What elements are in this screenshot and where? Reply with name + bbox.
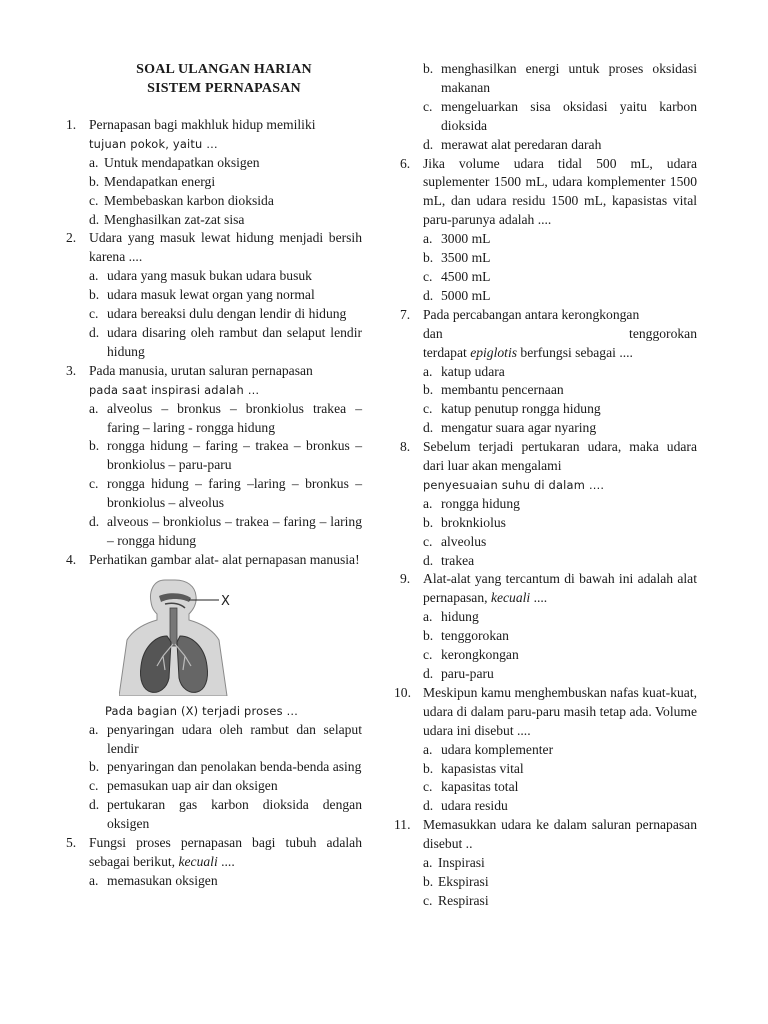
option-letter: c. xyxy=(423,98,433,114)
question-stem xyxy=(89,362,362,400)
question-stem: Meskipun kamu menghembuskan nafas kuat-kuat, udara di dalam paru-paru masih tetap ada. Volume udara ini disebut .... xyxy=(423,684,697,738)
question-8 xyxy=(400,438,697,570)
respiratory-illustration xyxy=(119,578,259,696)
option-text: 3500 mL xyxy=(441,250,491,266)
option-letter: b. xyxy=(423,382,434,398)
option-letter: c. xyxy=(423,779,433,795)
option-b[interactable] xyxy=(423,627,697,646)
option-text: katup udara xyxy=(441,363,505,379)
question-number: 5. xyxy=(66,835,77,851)
option-a[interactable] xyxy=(423,854,697,873)
stem-text: Fungsi proses pernapasan bagi tubuh adalah sebagai berikut, xyxy=(89,835,362,869)
option-c[interactable] xyxy=(423,892,697,911)
question-stem: Memasukkan udara ke dalam saluran pernapasan disebut .. xyxy=(423,817,697,852)
option-letter: b. xyxy=(423,250,434,266)
option-c[interactable] xyxy=(423,400,697,419)
option-text: membantu pencernaan xyxy=(441,382,564,398)
option-text: trakea xyxy=(441,552,475,568)
option-text: Untuk mendapatkan oksigen xyxy=(104,154,260,170)
option-b[interactable] xyxy=(89,286,362,305)
option-text: merawat alat peredaran darah xyxy=(441,136,602,152)
question-stem xyxy=(89,834,362,872)
option-letter: d. xyxy=(89,211,100,227)
option-letter: c. xyxy=(423,647,433,663)
question-number: 10. xyxy=(394,684,411,700)
option-a[interactable] xyxy=(89,872,362,891)
option-d[interactable] xyxy=(423,552,697,571)
question-4 xyxy=(66,551,362,834)
option-letter: d. xyxy=(423,798,434,814)
question-10 xyxy=(394,684,697,816)
option-a[interactable] xyxy=(423,608,697,627)
option-d[interactable] xyxy=(89,211,362,230)
option-letter: a. xyxy=(423,495,433,511)
option-text: memasukan oksigen xyxy=(107,872,218,888)
option-d[interactable] xyxy=(423,136,697,155)
question-number: 4. xyxy=(66,551,77,567)
option-letter: b. xyxy=(89,173,100,189)
option-text: pemasukan uap air dan oksigen xyxy=(107,778,278,794)
option-b[interactable] xyxy=(89,437,362,475)
option-b[interactable] xyxy=(89,173,362,192)
stem-line: Pada percabangan antara kerongkongan xyxy=(423,306,640,322)
question-3 xyxy=(66,362,362,551)
question-2 xyxy=(66,229,362,361)
option-letter: b. xyxy=(89,759,100,775)
option-c[interactable] xyxy=(89,305,362,324)
option-c[interactable] xyxy=(423,268,697,287)
option-d[interactable] xyxy=(423,797,697,816)
option-text: kerongkongan xyxy=(441,647,519,663)
option-c[interactable] xyxy=(89,475,362,513)
option-text: Menghasilkan zat-zat sisa xyxy=(104,211,245,227)
question-number: 7. xyxy=(400,306,411,322)
option-d[interactable] xyxy=(89,796,362,834)
option-letter: a. xyxy=(89,154,99,170)
title-line-1: SOAL ULANGAN HARIAN xyxy=(136,62,312,77)
option-letter: c. xyxy=(89,306,99,322)
option-a[interactable] xyxy=(89,400,362,438)
stem-line: penyesuaian suhu di dalam …. xyxy=(423,477,605,492)
option-letter: a. xyxy=(89,400,99,416)
stem-emphasis: epiglotis xyxy=(470,344,518,360)
stem-text: berfungsi sebagai .... xyxy=(517,344,633,360)
option-letter: b. xyxy=(423,514,434,530)
option-letter: a. xyxy=(89,721,99,737)
option-letter: d. xyxy=(423,666,434,681)
question-number: 8. xyxy=(400,439,411,455)
option-letter: a. xyxy=(423,741,433,757)
option-c[interactable] xyxy=(423,778,697,797)
option-text: rongga hidung xyxy=(441,495,520,511)
option-text: mengatur suara agar nyaring xyxy=(441,420,597,436)
option-text: menghasilkan energi untuk proses oksidasi makanan xyxy=(441,61,697,95)
question-5 xyxy=(66,834,362,891)
option-text: mengeluarkan sisa oksidasi yaitu karbon dioksida xyxy=(441,98,697,133)
stem-emphasis: kecuali xyxy=(178,854,218,869)
title-line-2: SISTEM PERNAPASAN xyxy=(147,81,301,96)
option-letter: a. xyxy=(89,872,99,888)
question-stem: Jika volume udara tidal 500 mL, udara suplementer 1500 mL, udara komplementer 1500 mL, dan udara residu 1500 mL, kapasistas vital paru-parunya adalah .... xyxy=(423,155,697,228)
option-text: pertukaran gas karbon dioksida dengan oksigen xyxy=(107,797,362,832)
option-text: rongga hidung – faring –laring – bronkus – bronkiolus – alveolus xyxy=(107,476,362,511)
option-text: Inspirasi xyxy=(438,855,485,871)
question-stem xyxy=(423,570,697,608)
option-b[interactable] xyxy=(423,381,697,400)
option-letter: d. xyxy=(89,797,100,813)
option-a[interactable] xyxy=(423,741,697,760)
left-column xyxy=(66,60,362,891)
document-title xyxy=(86,60,362,98)
option-letter: a. xyxy=(89,268,99,284)
option-d[interactable] xyxy=(423,419,697,438)
option-text: udara bereaksi dulu dengan lendir di hidung xyxy=(107,306,347,322)
question-stem xyxy=(423,306,697,363)
respiratory-system-figure xyxy=(119,578,362,696)
option-letter: b. xyxy=(89,438,100,454)
option-b[interactable] xyxy=(89,758,362,777)
option-letter: d. xyxy=(423,287,434,303)
option-text: 4500 mL xyxy=(441,268,491,284)
option-letter: c. xyxy=(423,401,433,417)
option-b[interactable] xyxy=(423,514,697,533)
option-letter: b. xyxy=(89,287,100,303)
option-b[interactable] xyxy=(423,249,697,268)
option-letter: c. xyxy=(423,892,433,908)
stem-text: terdapat xyxy=(423,344,471,360)
stem-line: Pada manusia, urutan saluran pernapasan xyxy=(89,362,313,378)
option-letter: c. xyxy=(423,268,433,284)
option-d[interactable] xyxy=(423,665,697,684)
option-letter: b. xyxy=(423,61,434,76)
figure-label-x: X xyxy=(221,593,230,609)
option-letter: b. xyxy=(423,760,434,776)
option-text: tenggorokan xyxy=(441,628,509,644)
stem-line xyxy=(423,344,697,363)
option-letter: d. xyxy=(423,552,434,568)
option-letter: c. xyxy=(89,476,99,492)
option-a[interactable] xyxy=(423,495,697,514)
option-text: penyaringan dan penolakan benda-benda asing xyxy=(107,759,362,775)
option-c[interactable] xyxy=(423,98,697,136)
option-text: Ekspirasi xyxy=(438,873,489,889)
option-text: udara residu xyxy=(441,798,508,814)
option-text: Mendapatkan energi xyxy=(104,173,216,189)
option-a[interactable] xyxy=(423,363,697,382)
question-number: 6. xyxy=(400,155,411,171)
option-a[interactable] xyxy=(89,721,362,759)
option-c[interactable] xyxy=(423,533,697,552)
option-text: 3000 mL xyxy=(441,231,491,247)
stem-line: tujuan pokok, yaitu … xyxy=(89,136,218,151)
option-letter: a. xyxy=(423,231,433,247)
question-stem xyxy=(423,438,697,495)
stem-text: Alat-alat yang tercantum di bawah ini adalah alat pernapasan, xyxy=(423,571,697,606)
question-number: 1. xyxy=(66,117,77,132)
option-letter: c. xyxy=(89,778,99,794)
option-d[interactable] xyxy=(89,513,362,551)
stem-emphasis: kecuali xyxy=(490,590,531,606)
option-letter: b. xyxy=(423,873,434,889)
option-c[interactable] xyxy=(89,192,362,211)
option-letter: c. xyxy=(89,192,99,208)
option-letter: a. xyxy=(423,609,433,625)
option-text: paru-paru xyxy=(441,666,494,681)
question-stem: Udara yang masuk lewat hidung menjadi bersih karena .... xyxy=(89,230,362,265)
option-text: penyaringan udara oleh rambut dan selaput lendir xyxy=(107,721,362,756)
question-number: 2. xyxy=(66,230,77,246)
option-letter: a. xyxy=(423,855,433,871)
option-text: hidung xyxy=(441,609,479,625)
stem-line: Pernapasan bagi makhluk hidup memiliki xyxy=(89,117,316,132)
option-text: alveolus – bronkus – bronkiolus trakea – faring – laring - rongga hidung xyxy=(107,400,362,435)
option-text: Membebaskan karbon dioksida xyxy=(104,192,274,208)
option-text: udara disaring oleh rambut dan selaput lendir hidung xyxy=(107,324,362,359)
stem-text: .... xyxy=(530,590,548,606)
stem-line: pada saat inspirasi adalah … xyxy=(89,382,260,397)
question-11 xyxy=(394,816,697,911)
option-text: 5000 mL xyxy=(441,287,491,303)
right-column xyxy=(394,60,697,911)
option-a[interactable] xyxy=(89,267,362,286)
option-text: kapasistas vital xyxy=(441,760,524,776)
option-letter: d. xyxy=(89,324,100,340)
option-text: alveous – bronkiolus – trakea – faring – laring – rongga hidung xyxy=(107,514,362,548)
stem-word: tenggorokan xyxy=(629,325,697,341)
option-text: Respirasi xyxy=(438,892,489,908)
question-stem xyxy=(89,116,362,154)
option-text: udara yang masuk bukan udara busuk xyxy=(107,268,312,284)
option-letter: c. xyxy=(423,533,433,549)
option-b[interactable] xyxy=(423,873,697,892)
stem-text: .... xyxy=(217,854,235,869)
option-letter: b. xyxy=(423,628,434,644)
option-d[interactable] xyxy=(423,287,697,306)
option-letter: d. xyxy=(89,514,100,530)
option-d[interactable] xyxy=(89,324,362,362)
option-c[interactable] xyxy=(423,646,697,665)
option-b[interactable] xyxy=(423,60,697,98)
question-6 xyxy=(400,155,697,306)
stem-word: dan xyxy=(423,325,443,341)
option-text: alveolus xyxy=(441,533,487,549)
stem-line: Sebelum terjadi pertukaran udara, maka udara dari luar akan mengalami xyxy=(423,439,697,474)
question-number: 11. xyxy=(394,817,411,833)
option-c[interactable] xyxy=(89,777,362,796)
option-b[interactable] xyxy=(423,760,697,779)
option-text: broknkiolus xyxy=(441,514,506,530)
option-a[interactable] xyxy=(423,230,697,249)
option-letter: d. xyxy=(423,136,434,152)
question-number: 3. xyxy=(66,362,77,378)
option-text: kapasitas total xyxy=(441,779,519,795)
option-a[interactable] xyxy=(89,154,362,173)
stem-line xyxy=(423,325,697,344)
question-7 xyxy=(400,306,697,438)
option-text: udara komplementer xyxy=(441,741,554,757)
option-letter: a. xyxy=(423,363,433,379)
question-5-continued xyxy=(400,60,697,155)
question-number: 9. xyxy=(400,571,411,587)
option-letter: d. xyxy=(423,420,434,436)
question-1 xyxy=(66,116,362,229)
question-9 xyxy=(400,570,697,683)
option-text: udara masuk lewat organ yang normal xyxy=(107,287,315,303)
option-text: rongga hidung – faring – trakea – bronkus – bronkiolus – paru-paru xyxy=(107,438,362,473)
question-stem: Perhatikan gambar alat- alat pernapasan manusia! xyxy=(89,551,360,567)
option-text: katup penutup rongga hidung xyxy=(441,401,601,417)
figure-caption: Pada bagian (X) terjadi proses … xyxy=(105,703,299,718)
